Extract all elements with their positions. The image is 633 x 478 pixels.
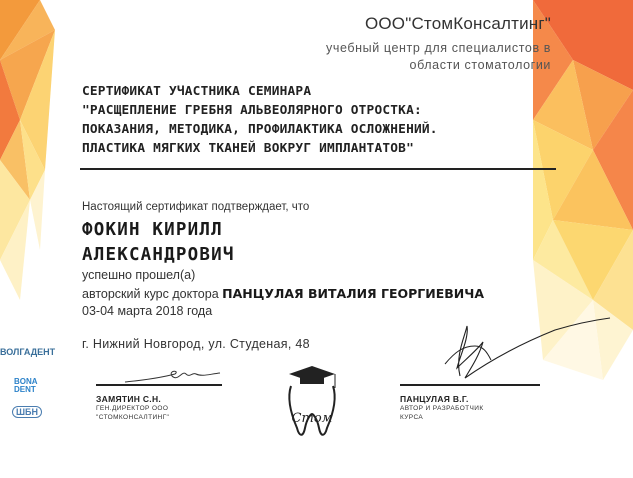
right-signature-line bbox=[400, 384, 540, 386]
passed-text: успешно прошел(а) bbox=[82, 268, 196, 282]
company-subtitle: учебный центр для специалистов в области стоматологии bbox=[325, 41, 551, 72]
title-line: ПОКАЗАНИЯ, МЕТОДИКА, ПРОФИЛАКТИКА ОСЛОЖНЕНИЙ. bbox=[82, 122, 438, 137]
role-line: ГЕН.ДИРЕКТОР ООО bbox=[96, 405, 169, 412]
sponsor-shbn: ШБН bbox=[12, 406, 42, 418]
right-signer-name: ПАНЦУЛАЯ В.Г. bbox=[400, 394, 469, 404]
course-location: г. Нижний Новгород, ул. Студеная, 48 bbox=[82, 337, 310, 351]
course-author: ПАНЦУЛАЯ ВИТАЛИЯ ГЕОРГИЕВИЧА bbox=[222, 286, 485, 301]
course-dates: 03-04 марта 2018 года bbox=[82, 304, 213, 318]
title-line: СЕРТИФИКАТ УЧАСТНИКА СЕМИНАРА bbox=[82, 84, 312, 99]
sponsor-volgadent: ВОЛГАДЕНТ bbox=[0, 347, 56, 357]
role-line: АВТОР И РАЗРАБОТЧИК bbox=[400, 405, 484, 412]
recipient-name-line2: АЛЕКСАНДРОВИЧ bbox=[82, 245, 235, 265]
company-name: ООО"СтомКонсалтинг" bbox=[364, 14, 551, 33]
title-line: ПЛАСТИКА МЯГКИХ ТКАНЕЙ ВОКРУГ ИМПЛАНТАТОВ" bbox=[82, 141, 414, 156]
role-line: "СТОМКОНСАЛТИНГ" bbox=[96, 413, 170, 421]
left-signer-name: ЗАМЯТИН С.Н. bbox=[96, 394, 162, 404]
course-line bbox=[82, 286, 484, 301]
left-signature-line bbox=[96, 384, 222, 386]
certificate-title bbox=[82, 82, 562, 158]
recipient-name-line1: ФОКИН КИРИЛЛ bbox=[82, 220, 223, 240]
course-prefix: авторский курс доктора bbox=[82, 287, 219, 301]
title-divider bbox=[80, 168, 556, 170]
title-line: "РАСЩЕПЛЕНИЕ ГРЕБНЯ АЛЬВЕОЛЯРНОГО ОТРОСТКА: bbox=[82, 103, 422, 118]
right-signature-scribble bbox=[405, 316, 615, 388]
sponsor-bonadent: BONA DENT bbox=[14, 377, 38, 394]
right-signer-role bbox=[400, 405, 550, 422]
stom-tooth-logo bbox=[281, 362, 343, 442]
logo-text: Стом bbox=[291, 411, 333, 426]
recipient-name bbox=[82, 218, 235, 268]
role-line: КУРСА bbox=[400, 413, 424, 421]
left-signer-role bbox=[96, 405, 236, 422]
confirm-text: Настоящий сертификат подтверждает, что bbox=[82, 201, 310, 213]
